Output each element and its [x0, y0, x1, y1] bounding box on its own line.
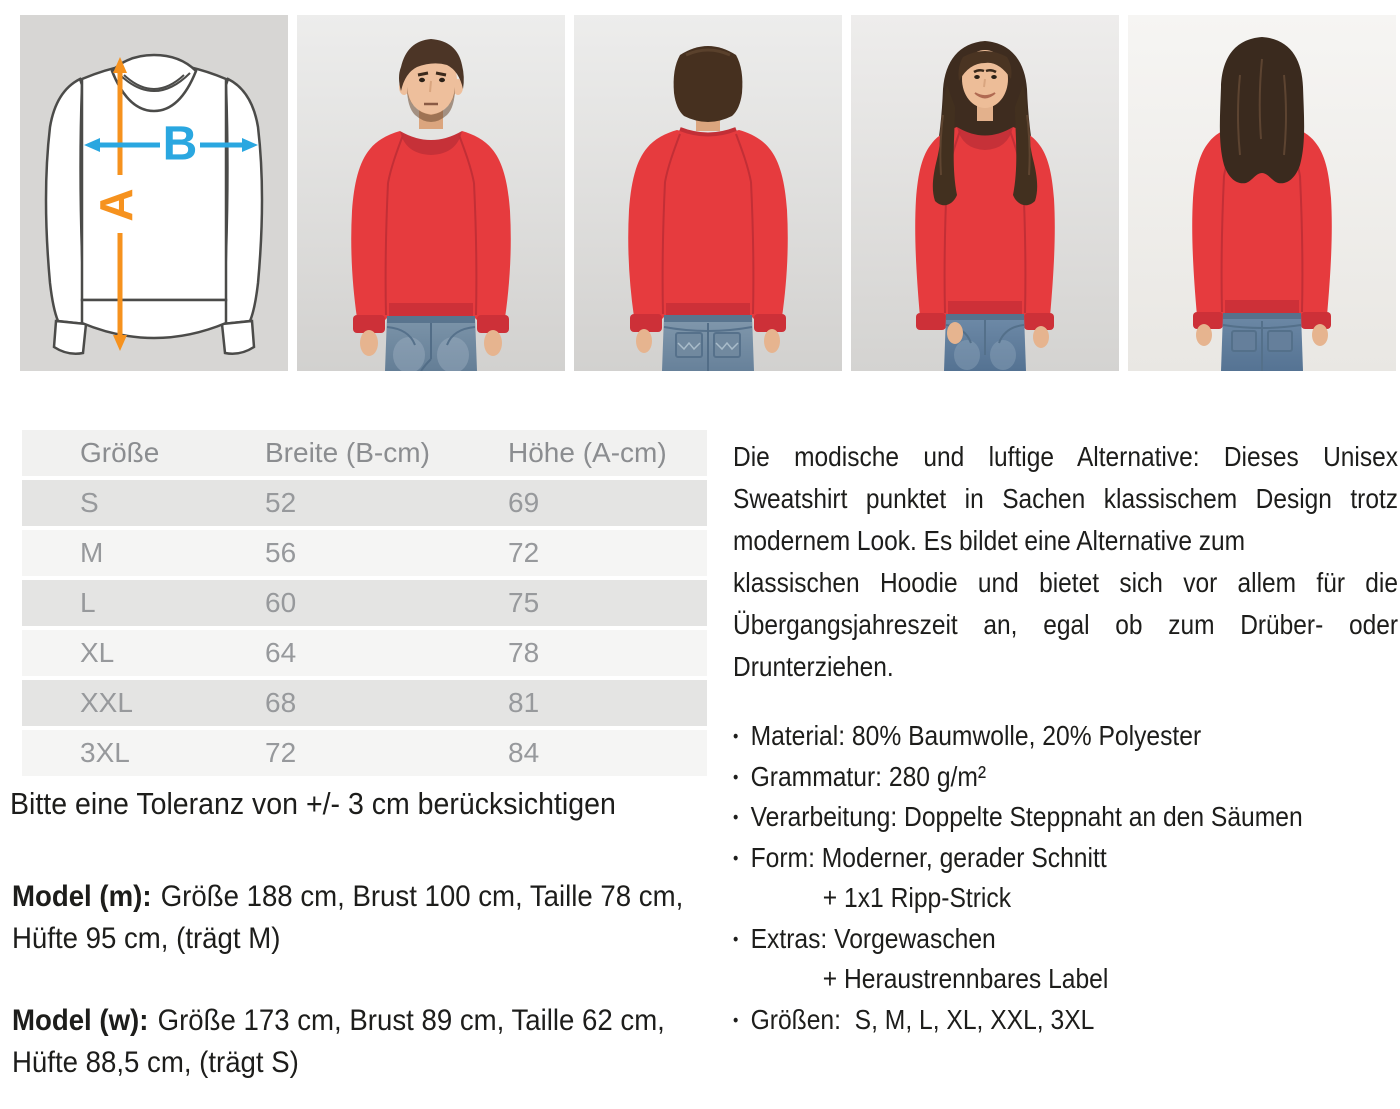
label-b: B: [162, 117, 198, 171]
male-front-illustration: [297, 15, 565, 371]
product-description: [733, 436, 1398, 688]
description-line: Die modische und luftige Alternative: Dieses Unisex: [733, 441, 1398, 472]
model-w-label: Model (w):: [12, 1004, 149, 1037]
table-row: [22, 730, 707, 776]
model-m-line2: Hüfte 95 cm, (trägt M): [12, 922, 281, 955]
photo-male-front[interactable]: [297, 15, 565, 371]
female-back-illustration: [1128, 15, 1396, 371]
description-line: modernem Look. Es bildet eine Alternative zum: [733, 525, 1246, 556]
description-line: Drunterziehen.: [733, 651, 894, 682]
cell-hoehe: 69: [508, 487, 540, 518]
col-header-hoehe: Höhe (A-cm): [508, 437, 667, 468]
feature-text: Extras: Vorgewaschen: [750, 922, 996, 954]
cell-hoehe: 75: [508, 587, 540, 618]
model-m-info: [12, 876, 730, 960]
table-row: [22, 680, 707, 726]
feature-text: Material: 80% Baumwolle, 20% Polyester: [750, 720, 1202, 751]
description-line: Sweatshirt punktet in Sachen klassischem Design trotz: [733, 483, 1398, 514]
list-item: [733, 1000, 1389, 1041]
list-item: [733, 838, 1389, 879]
model-w-measurements: Größe 173 cm, Brust 89 cm, Taille 62 cm,: [157, 1004, 665, 1037]
cell-breite: 56: [265, 537, 297, 568]
model-w-info: [12, 1000, 730, 1084]
feature-text: Form: Moderner, gerader Schnitt: [750, 841, 1107, 873]
table-row: [22, 580, 707, 626]
feature-text: + 1x1 Ripp-Strick: [822, 882, 1012, 913]
cell-breite: 72: [265, 737, 297, 768]
bullet-marker: •: [733, 807, 739, 827]
tolerance-note: Bitte eine Toleranz von +/- 3 cm berücksichtigen: [10, 786, 616, 821]
feature-list: [733, 716, 1389, 1040]
model-w-line1: [12, 1000, 730, 1042]
photo-female-front[interactable]: [851, 15, 1119, 371]
cell-breite: 52: [265, 487, 297, 518]
label-a: A: [90, 188, 143, 222]
list-item-continuation: [733, 959, 1389, 1000]
cell-size: XL: [80, 637, 115, 668]
cell-size: XXL: [80, 687, 133, 718]
model-w-line2: Hüfte 88,5 cm, (trägt S): [12, 1046, 299, 1079]
cell-breite: 64: [265, 637, 297, 668]
bullet-marker: •: [733, 1009, 739, 1030]
list-item: [733, 797, 1389, 838]
cell-hoehe: 72: [508, 537, 540, 568]
cell-hoehe: 84: [508, 737, 540, 768]
table-row: [22, 530, 707, 576]
bullet-marker: •: [733, 847, 739, 868]
list-item: [733, 919, 1389, 960]
feature-text: Größen: S, M, L, XL, XXL, 3XL: [750, 1003, 1095, 1035]
size-diagram[interactable]: [20, 15, 288, 371]
description-line: klassischen Hoodie und bietet sich vor allem für die: [733, 567, 1398, 598]
list-item: [733, 757, 1389, 798]
size-table-header: [22, 430, 707, 476]
list-item: [733, 716, 1389, 757]
feature-text: + Heraustrennbares Label: [822, 963, 1109, 994]
bullet-marker: •: [733, 726, 739, 746]
feature-text: Verarbeitung: Doppelte Steppnaht an den Säumen: [750, 801, 1303, 832]
col-header-groesse: Größe: [80, 437, 160, 468]
feature-text: Grammatur: 280 g/m²: [750, 760, 987, 792]
bullet-marker: •: [733, 766, 739, 787]
cell-size: 3XL: [80, 737, 130, 768]
cell-size: M: [80, 537, 104, 568]
photo-male-back[interactable]: [574, 15, 842, 371]
model-m-label: Model (m):: [12, 880, 152, 913]
table-row: [22, 630, 707, 676]
cell-size: L: [80, 587, 96, 618]
model-m-line1: [12, 876, 730, 918]
description-line: Übergangsjahreszeit an, egal ob zum Drüber- oder: [733, 609, 1398, 640]
model-m-measurements: Größe 188 cm, Brust 100 cm, Taille 78 cm,: [160, 880, 684, 913]
size-table: [22, 430, 707, 780]
cell-size: S: [80, 487, 99, 518]
sweatshirt-measure-illustration: [20, 15, 288, 371]
table-row: [22, 480, 707, 526]
male-back-illustration: [574, 15, 842, 371]
bullet-marker: •: [733, 928, 739, 949]
cell-breite: 68: [265, 687, 297, 718]
cell-hoehe: 78: [508, 637, 540, 668]
photo-female-back[interactable]: [1128, 15, 1396, 371]
list-item-continuation: [733, 878, 1389, 919]
product-gallery: [20, 15, 1396, 371]
female-front-illustration: [851, 15, 1119, 371]
cell-hoehe: 81: [508, 687, 540, 718]
col-header-breite: Breite (B-cm): [265, 437, 430, 468]
cell-breite: 60: [265, 587, 297, 618]
